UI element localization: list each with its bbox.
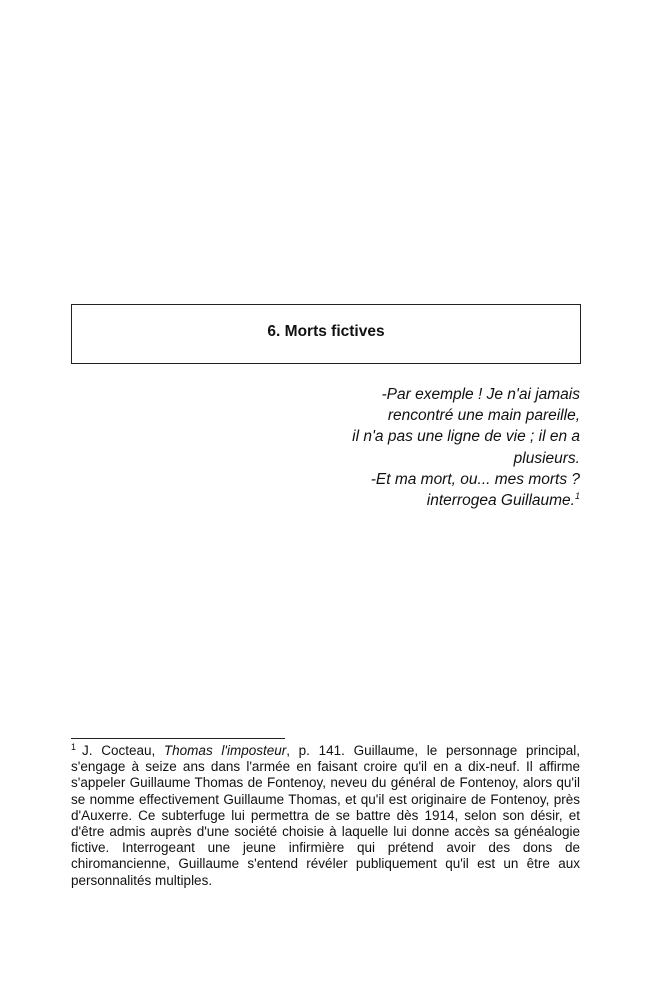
- epigraph-line: interrogea Guillaume.: [426, 492, 575, 510]
- footnote-separator: [71, 738, 285, 739]
- epigraph-line: rencontré une main pareille,: [387, 407, 580, 425]
- epigraph: [280, 384, 580, 511]
- footnote: [71, 743, 580, 889]
- epigraph-line: il n'a pas une ligne de vie ; il en a: [352, 428, 580, 446]
- epigraph-last-line: [280, 490, 580, 511]
- chapter-title: 6. Morts fictives: [267, 323, 385, 340]
- epigraph-line: -Et ma mort, ou... mes morts ?: [370, 470, 580, 488]
- footnote-reference[interactable]: 1: [574, 490, 580, 501]
- footnote-author: J. Cocteau,: [82, 743, 164, 758]
- footnote-marker: 1: [71, 741, 77, 752]
- footnote-work-title: Thomas l'imposteur: [163, 743, 287, 758]
- footnote-text: , p. 141. Guillaume, le personnage principal, s'engage à seize ans dans l'armée en faisant croire qu'il en a dix-neuf. Il affirme s'appeler Guillaume Thomas de Fontenoy, neveu du général de Fontenoy, alors qu'il se nomme effectivement Guillaume Thomas, et qu'il est originaire de Fontenoy, près d'Auxerre. Ce subterfuge lui permettra de se battre dès 1914, selon son désir, et d'être admis auprès d'une société choisie à laquelle lui donne accès sa généalogie fictive. Interrogeant une jeune infirmière qui prétend avoir des dons de chiromancienne, Guillaume s'entend révéler publiquement qu'il est un être aux personnalités multiples.: [71, 743, 580, 888]
- epigraph-line: plusieurs.: [513, 449, 580, 467]
- chapter-heading-box: [71, 304, 581, 364]
- epigraph-line: -Par exemple ! Je n'ai jamais: [381, 386, 580, 403]
